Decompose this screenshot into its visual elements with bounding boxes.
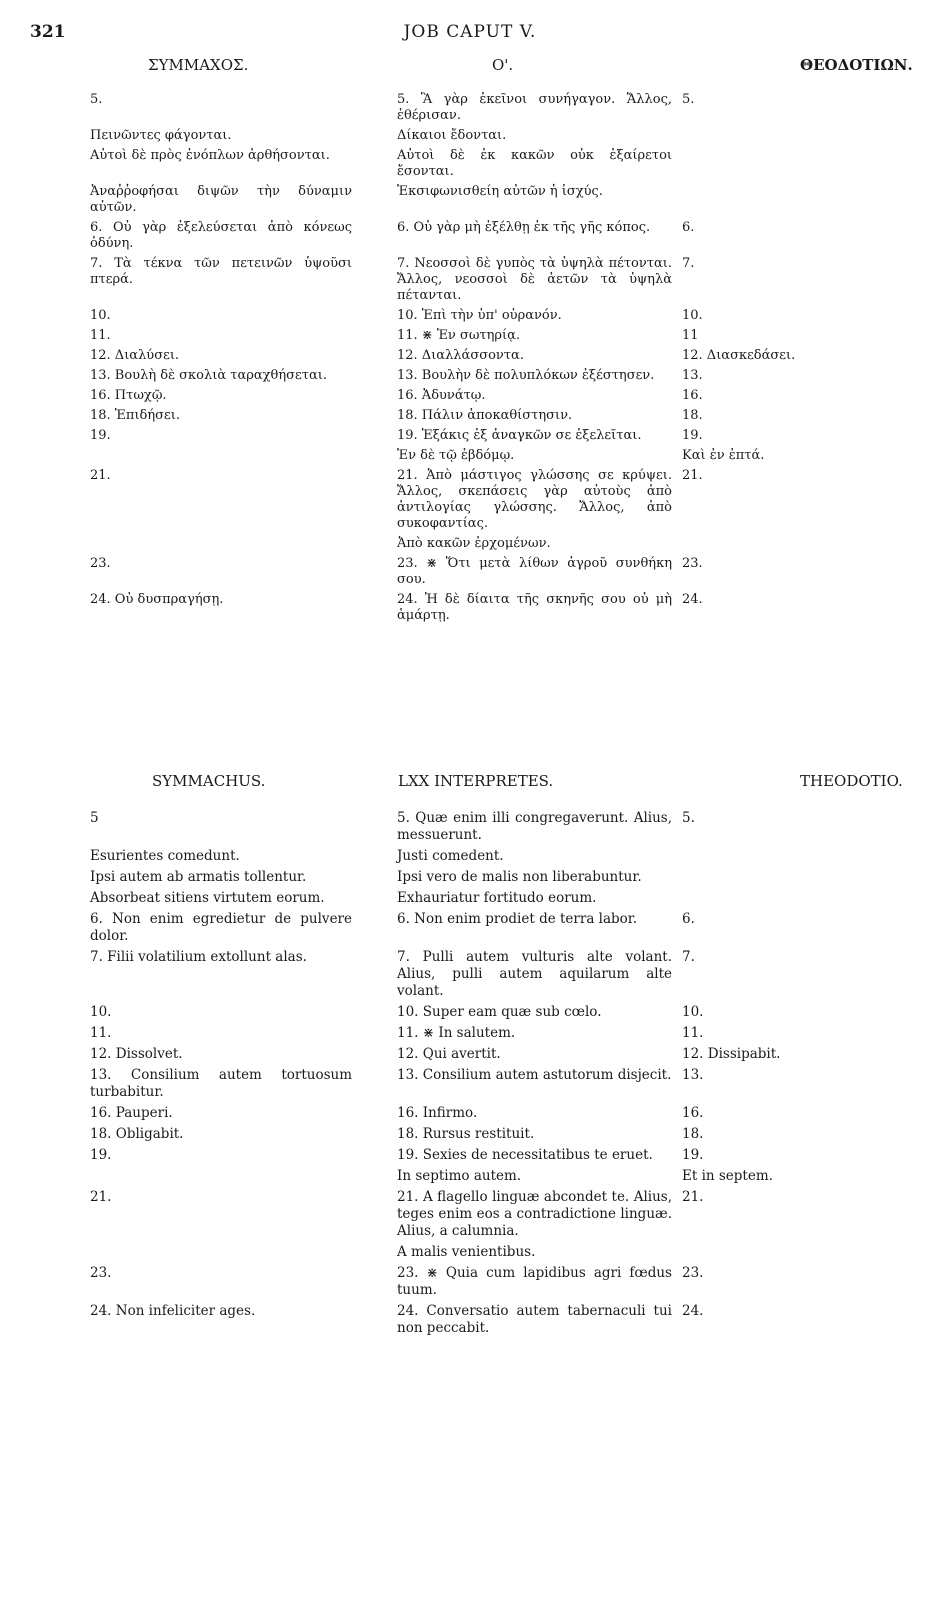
septuagint-cell: 6. Non enim prodiet de terra labor. (397, 911, 638, 927)
symmachus-cell: 23. (90, 556, 111, 571)
theodotion-cell: 6. (682, 220, 695, 235)
symmachus-cell: Αὐτοὶ δὲ πρὸς ἐνόπλων ἀρθήσονται. (90, 148, 330, 163)
symmachus-cell: Ipsi autem ab armatis tollentur. (90, 869, 307, 885)
septuagint-cell: Exhauriatur fortitudo eorum. (397, 890, 597, 906)
latin-text-section (30, 810, 910, 1341)
symmachus-cell: 19. (90, 428, 111, 443)
verse-row (30, 1105, 910, 1122)
symmachus-cell: 23. (90, 1265, 112, 1281)
theodotion-cell: Καὶ ἐν ἑπτά. (682, 448, 765, 463)
theodotion-cell: 13. (682, 1067, 704, 1083)
septuagint-cell: In septimo autem. (397, 1168, 522, 1184)
septuagint-cell: 12. Διαλλάσσοντα. (397, 348, 524, 363)
verse-row (30, 1067, 910, 1101)
theodotion-cell: 7. (682, 256, 695, 271)
septuagint-cell: Ἐκσιφωνισθείη αὐτῶν ἡ ἰσχύς. (397, 184, 603, 199)
symmachus-cell: Ἀναῤῥοφήσαι διψῶν τὴν δύναμιν αὐτῶν. (90, 184, 352, 215)
theodotion-cell: 18. (682, 408, 703, 423)
verse-row (30, 92, 910, 124)
septuagint-cell: Ἀπὸ κακῶν ἐρχομένων. (397, 536, 551, 551)
septuagint-cell: 7. Νεοσσοὶ δὲ γυπὸς τὰ ὑψηλὰ πέτονται. Ἄλλος, νεοσσοὶ δὲ ἀετῶν τὰ ὑψηλὰ πέτανται. (397, 256, 672, 303)
septuagint-cell: 23. ⋇ Quia cum lapidibus agri fœdus tuum. (397, 1265, 672, 1298)
theodotion-cell: 11. (682, 1025, 704, 1041)
verse-row (30, 388, 910, 404)
theodotion-cell: 19. (682, 1147, 704, 1163)
septuagint-cell: 11. ⋇ In salutem. (397, 1025, 516, 1041)
septuagint-cell: 11. ⋇ Ἐν σωτηρίᾳ. (397, 328, 521, 343)
symmachus-cell: 24. Οὐ δυσπραγήσῃ. (90, 592, 224, 607)
page-number: 321 (30, 22, 66, 42)
theodotion-cell: 7. (682, 949, 695, 965)
verse-row (30, 308, 910, 324)
verse-row (30, 1004, 910, 1021)
verse-row (30, 869, 910, 886)
verse-row (30, 536, 910, 552)
verse-row (30, 408, 910, 424)
septuagint-cell: 18. Rursus restituit. (397, 1126, 535, 1142)
symmachus-cell: 21. (90, 468, 111, 483)
symmachus-cell: 5 (90, 810, 99, 826)
theodotion-cell: 10. (682, 1004, 704, 1020)
septuagint-cell: 12. Qui avertit. (397, 1046, 501, 1062)
theodotion-cell: 16. (682, 388, 703, 403)
septuagint-cell: 19. Ἑξάκις ἐξ ἀναγκῶν σε ἐξελεῖται. (397, 428, 642, 443)
symmachus-cell: 10. (90, 308, 111, 323)
theodotion-cell: 16. (682, 1105, 704, 1121)
septuagint-cell: 10. Super eam quæ sub cœlo. (397, 1004, 602, 1020)
septuagint-cell: 23. ⋇ Ὅτι μετὰ λίθων ἀγροῦ συνθήκη σου. (397, 556, 672, 587)
latin-header-septuagint: LXX INTERPRETES. (398, 772, 554, 790)
symmachus-cell: 11. (90, 328, 111, 343)
verse-row (30, 1265, 910, 1299)
theodotion-cell: 5. (682, 810, 695, 826)
verse-row (30, 1189, 910, 1240)
symmachus-cell: 16. Πτωχῷ. (90, 388, 167, 403)
verse-row (30, 1046, 910, 1063)
verse-row (30, 468, 910, 532)
verse-row (30, 428, 910, 444)
symmachus-cell: 7. Filii volatilium extollunt alas. (90, 949, 307, 965)
theodotion-cell: 11 (682, 328, 699, 343)
septuagint-cell: 10. Ἐπὶ τὴν ὑπ' οὐρανόν. (397, 308, 562, 323)
greek-header-symmachus: ΣΥΜΜΑΧΟΣ. (148, 56, 249, 74)
septuagint-cell: 5. Ἃ γὰρ ἐκεῖνοι συνήγαγον. Ἄλλος, ἐθέρισαν. (397, 92, 672, 123)
symmachus-cell: 11. (90, 1025, 112, 1041)
verse-row (30, 256, 910, 304)
symmachus-cell: 24. Non infeliciter ages. (90, 1303, 256, 1319)
verse-row (30, 949, 910, 1000)
theodotion-cell: 24. (682, 592, 703, 607)
latin-header-theodotion: THEODOTIO. (800, 772, 903, 790)
theodotion-cell: 12. Διασκεδάσει. (682, 348, 796, 363)
symmachus-cell: 18. Ἐπιδήσει. (90, 408, 180, 423)
theodotion-cell: 6. (682, 911, 695, 927)
theodotion-cell: 18. (682, 1126, 704, 1142)
verse-row (30, 368, 910, 384)
running-title: JOB CAPUT V. (403, 22, 537, 42)
theodotion-cell: 19. (682, 428, 703, 443)
theodotion-cell: Et in septem. (682, 1168, 773, 1184)
symmachus-cell: 13. Consilium autem tortuosum turbabitur. (90, 1067, 352, 1100)
verse-row (30, 1168, 910, 1185)
septuagint-cell: Ipsi vero de malis non liberabuntur. (397, 869, 642, 885)
verse-row (30, 848, 910, 865)
symmachus-cell: 13. Βουλὴ δὲ σκολιὰ ταραχθήσεται. (90, 368, 327, 383)
septuagint-cell: Δίκαιοι ἔδονται. (397, 128, 507, 143)
theodotion-cell: 12. Dissipabit. (682, 1046, 781, 1062)
theodotion-cell: 10. (682, 308, 703, 323)
symmachus-cell: 5. (90, 92, 103, 107)
theodotion-cell: 21. (682, 468, 703, 483)
septuagint-cell: 21. A flagello linguæ abcondet te. Alius, teges enim eos a contradictione linguæ. Alius, a calumnia. (397, 1189, 672, 1239)
verse-row (30, 348, 910, 364)
septuagint-cell: 16. Infirmo. (397, 1105, 478, 1121)
symmachus-cell: Πεινῶντες φάγονται. (90, 128, 232, 143)
verse-row (30, 592, 910, 624)
septuagint-cell: Justi comedent. (397, 848, 504, 864)
septuagint-cell: 16. Ἀδυνάτῳ. (397, 388, 486, 403)
theodotion-cell: 23. (682, 1265, 704, 1281)
septuagint-cell: 21. Ἀπὸ μάστιγος γλώσσης σε κρύψει. Ἄλλος, σκεπάσεις γὰρ αὐτοὺς ἀπὸ ἀντιλογίας γλώσσης. Ἄλλος, ἀπὸ συκοφαντίας. (397, 468, 672, 531)
symmachus-cell: 21. (90, 1189, 112, 1205)
verse-row (30, 148, 910, 180)
theodotion-cell: 23. (682, 556, 703, 571)
verse-row (30, 556, 910, 588)
septuagint-cell: 6. Οὐ γὰρ μὴ ἐξέλθῃ ἐκ τῆς γῆς κόπος. (397, 220, 651, 235)
septuagint-cell: 24. Conversatio autem tabernaculi tui non peccabit. (397, 1303, 672, 1336)
page-header (30, 18, 910, 46)
greek-header-theodotion: ΘΕΟΔΟΤΙΩΝ. (800, 56, 913, 74)
symmachus-cell: 12. Dissolvet. (90, 1046, 183, 1062)
symmachus-cell: 6. Οὐ γὰρ ἐξελεύσεται ἀπὸ κόνεως ὀδύνη. (90, 220, 352, 251)
symmachus-cell: 10. (90, 1004, 112, 1020)
verse-row (30, 128, 910, 144)
verse-row (30, 890, 910, 907)
septuagint-cell: A malis venientibus. (397, 1244, 536, 1260)
verse-row (30, 220, 910, 252)
verse-row (30, 1126, 910, 1143)
verse-row (30, 810, 910, 844)
verse-row (30, 1303, 910, 1337)
verse-row (30, 911, 910, 945)
theodotion-cell: 5. (682, 92, 695, 107)
septuagint-cell: 24. Ἡ δὲ δίαιτα τῆς σκηνῆς σου οὐ μὴ ἁμάρτῃ. (397, 592, 672, 623)
symmachus-cell: 19. (90, 1147, 112, 1163)
septuagint-cell: 19. Sexies de necessitatibus te eruet. (397, 1147, 653, 1163)
symmachus-cell: 16. Pauperi. (90, 1105, 173, 1121)
latin-header-symmachus: SYMMACHUS. (152, 772, 266, 790)
greek-text-section (30, 92, 910, 628)
symmachus-cell: 7. Τὰ τέκνα τῶν πετεινῶν ὑψοῦσι πτερά. (90, 256, 352, 287)
septuagint-cell: 5. Quæ enim illi congregaverunt. Alius, messuerunt. (397, 810, 672, 843)
verse-row (30, 184, 910, 216)
theodotion-cell: 24. (682, 1303, 704, 1319)
septuagint-cell: Ἐν δὲ τῷ ἑβδόμῳ. (397, 448, 515, 463)
symmachus-cell: 6. Non enim egredietur de pulvere dolor. (90, 911, 352, 944)
septuagint-cell: 18. Πάλιν ἀποκαθίστησιν. (397, 408, 573, 423)
symmachus-cell: Absorbeat sitiens virtutem eorum. (90, 890, 325, 906)
septuagint-cell: 13. Βουλὴν δὲ πολυπλόκων ἐξέστησεν. (397, 368, 655, 383)
septuagint-cell: Αὐτοὶ δὲ ἐκ κακῶν οὐκ ἐξαίρετοι ἔσονται. (397, 148, 672, 179)
symmachus-cell: 18. Obligabit. (90, 1126, 184, 1142)
verse-row (30, 1244, 910, 1261)
symmachus-cell: 12. Διαλύσει. (90, 348, 180, 363)
theodotion-cell: 21. (682, 1189, 704, 1205)
septuagint-cell: 7. Pulli autem vulturis alte volant. Alius, pulli autem aquilarum alte volant. (397, 949, 672, 999)
verse-row (30, 1025, 910, 1042)
verse-row (30, 328, 910, 344)
septuagint-cell: 13. Consilium autem astutorum disjecit. (397, 1067, 672, 1083)
theodotion-cell: 13. (682, 368, 703, 383)
verse-row (30, 1147, 910, 1164)
verse-row (30, 448, 910, 464)
greek-header-septuagint: Ο'. (492, 56, 514, 74)
symmachus-cell: Esurientes comedunt. (90, 848, 240, 864)
